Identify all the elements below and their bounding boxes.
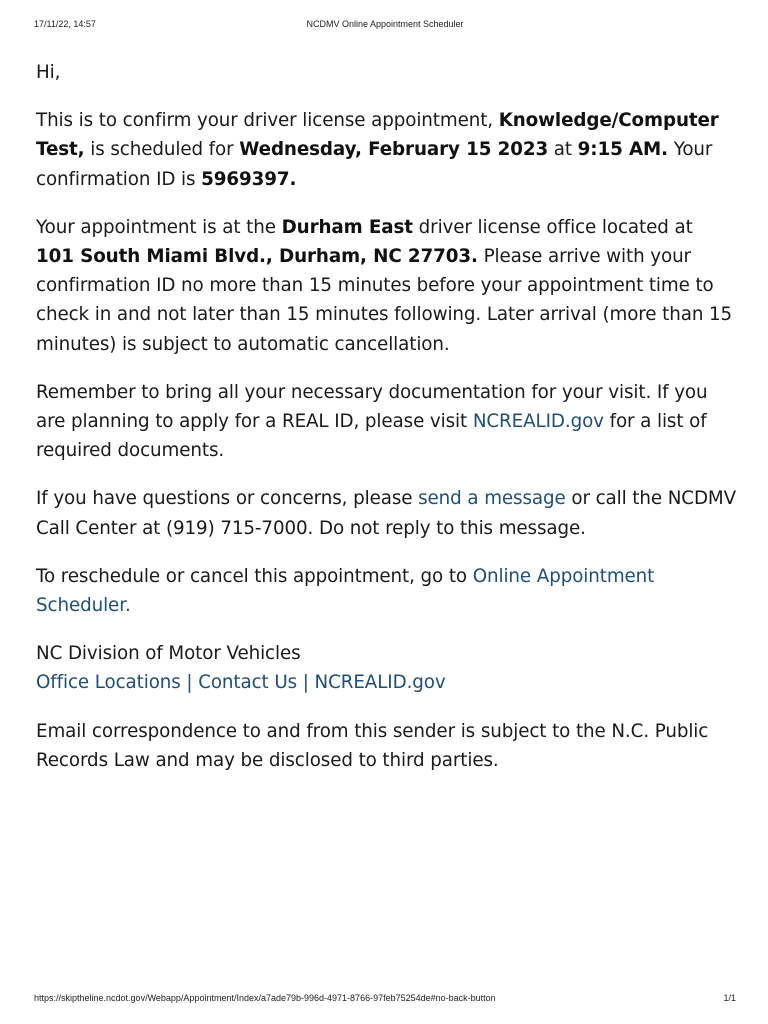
ncrealid-link[interactable]: NCREALID.gov <box>472 411 604 433</box>
confirmation-id: 5969397. <box>201 168 297 190</box>
online-appointment-scheduler-link[interactable]: Online Appointment Scheduler <box>36 565 655 617</box>
questions-paragraph <box>36 484 736 542</box>
email-body <box>36 58 736 794</box>
location-text-1: Your appointment is at the <box>36 216 282 238</box>
office-name: Durham East <box>281 216 413 238</box>
signature-org: NC Division of Motor Vehicles <box>36 643 301 665</box>
appointment-date: Wednesday, February 15 2023 <box>239 139 549 161</box>
print-datetime: 17/11/22, 14:57 <box>34 19 96 29</box>
signature <box>36 639 736 697</box>
location-text-3: Please arrive with your confirmation ID no more than 15 minutes before your appointment time to check in and not later than 15 minutes following. Later arrival (more than 15 minutes) is subject to automatic cancellation. <box>36 246 733 355</box>
print-page-title: NCDMV Online Appointment Scheduler <box>306 19 464 29</box>
location-paragraph <box>36 213 736 359</box>
print-header <box>34 18 736 30</box>
confirmation-paragraph <box>36 106 736 194</box>
link-separator: | <box>297 672 315 694</box>
print-footer <box>34 992 736 1004</box>
test-type: Knowledge/Computer Test, <box>36 110 719 161</box>
documents-text-1: Remember to bring all your necessary documentation for your visit. If you are planning to apply for a REAL ID, please visit <box>36 381 708 433</box>
print-page-number: 1/1 <box>723 993 736 1003</box>
confirm-text-4: Your confirmation ID is <box>36 139 713 190</box>
greeting: Hi, <box>36 62 61 83</box>
appointment-time: 9:15 AM. <box>577 139 668 161</box>
reschedule-text-1: To reschedule or cancel this appointment, go to <box>36 565 473 587</box>
footer-ncrealid-link[interactable]: NCREALID.gov <box>314 672 446 694</box>
confirm-text-3: at <box>548 139 578 161</box>
documents-paragraph <box>36 378 736 466</box>
disclaimer: Email correspondence to and from this sender is subject to the N.C. Public Records Law and may be disclosed to third parties. <box>36 720 709 771</box>
contact-us-link[interactable]: Contact Us <box>198 672 298 694</box>
office-address: 101 South Miami Blvd., Durham, NC 27703. <box>36 246 478 268</box>
questions-text-1: If you have questions or concerns, please <box>36 488 419 510</box>
print-url: https://skiptheline.ncdot.gov/Webapp/Appointment/Index/a7ade79b-996d-4971-8766-97feb75254de#no-back-button <box>34 993 496 1003</box>
reschedule-period: . <box>124 595 131 617</box>
confirm-text-1: This is to confirm your driver license appointment, <box>36 110 499 132</box>
confirm-text-2: is scheduled for <box>84 139 240 161</box>
documents-text-2: for a list of required documents. <box>36 411 707 462</box>
reschedule-paragraph <box>36 562 736 620</box>
questions-text-2: or call the NCDMV Call Center at (919) 715-7000. Do not reply to this message. <box>36 488 737 539</box>
location-text-2: driver license office located at <box>412 216 693 238</box>
office-locations-link[interactable]: Office Locations <box>36 672 181 694</box>
link-separator: | <box>180 672 199 694</box>
send-message-link[interactable]: send a message <box>418 488 566 510</box>
